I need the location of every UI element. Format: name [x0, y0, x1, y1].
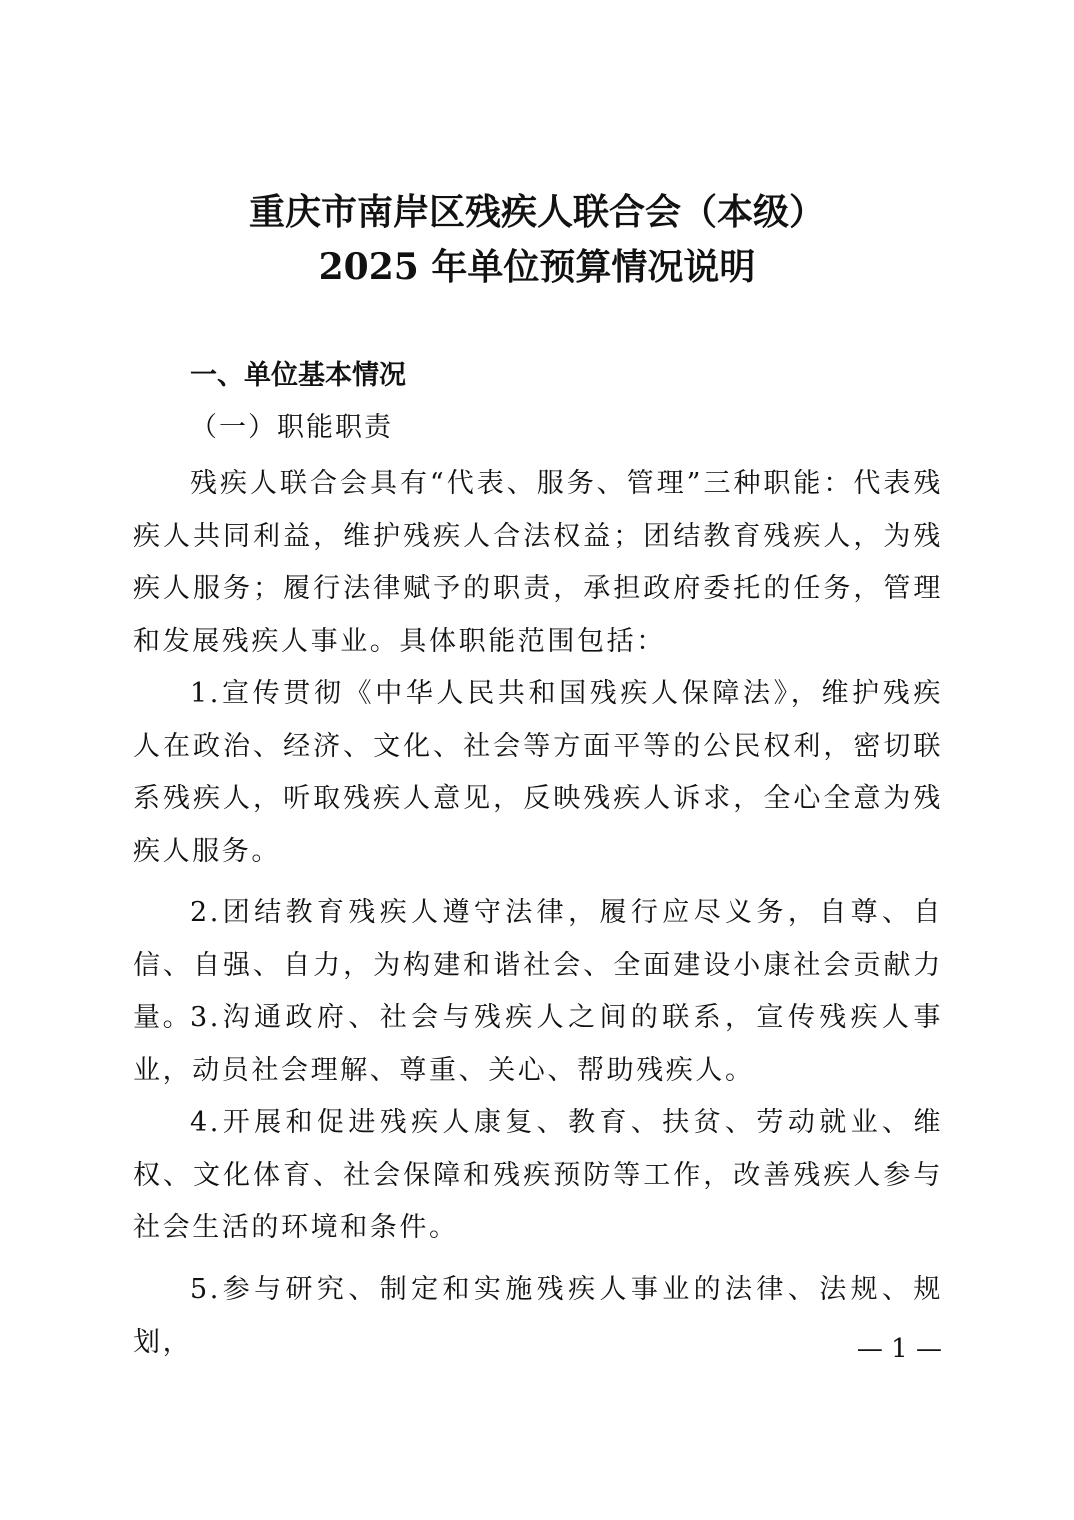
paragraph-text: 5.参与研究、制定和实施残疾人事业的法律、法规、规划， [133, 1274, 943, 1358]
section-heading-basic-info: 一、单位基本情况 [190, 360, 406, 391]
paragraph-intro [133, 458, 943, 668]
paragraph-item-3 [133, 992, 943, 1097]
document-title-line2: 2025 年单位预算情况说明 [318, 246, 756, 288]
paragraph-item-1 [133, 668, 943, 878]
subsection-heading-duties: （一）职能职责 [190, 412, 393, 443]
paragraph-text: 3.沟通政府、社会与残疾人之间的联系，宣传残疾人事业，动员社会理解、尊重、关心、帮助残疾人。 [133, 1002, 943, 1086]
paragraph-item-4 [133, 1097, 943, 1255]
paragraph-text: 4.开展和促进残疾人康复、教育、扶贫、劳动就业、维权、文化体育、社会保障和残疾预防等工作，改善残疾人参与社会生活的环境和条件。 [133, 1107, 943, 1243]
page-number: — 1 — [856, 1334, 942, 1364]
paragraph-text: 2.团结教育残疾人遵守法律，履行应尽义务，自尊、自信、自强、自力，为构建和谐社会、全面建设小康社会贡献力量。 [133, 897, 943, 1033]
paragraph-item-5 [133, 1264, 943, 1369]
paragraph-text: 残疾人联合会具有“代表、服务、管理”三种职能：代表残疾人共同利益，维护残疾人合法权益；团结教育残疾人，为残疾人服务；履行法律赋予的职责，承担政府委托的任务，管理和发展残疾人事业。具体职能范围包括： [133, 468, 943, 657]
document-title-line1: 重庆市南岸区残疾人联合会（本级） [248, 191, 825, 233]
paragraph-text: 1.宣传贯彻《中华人民共和国残疾人保障法》，维护残疾人在政治、经济、文化、社会等方面平等的公民权利，密切联系残疾人，听取残疾人意见，反映残疾人诉求，全心全意为残疾人服务。 [133, 678, 943, 867]
